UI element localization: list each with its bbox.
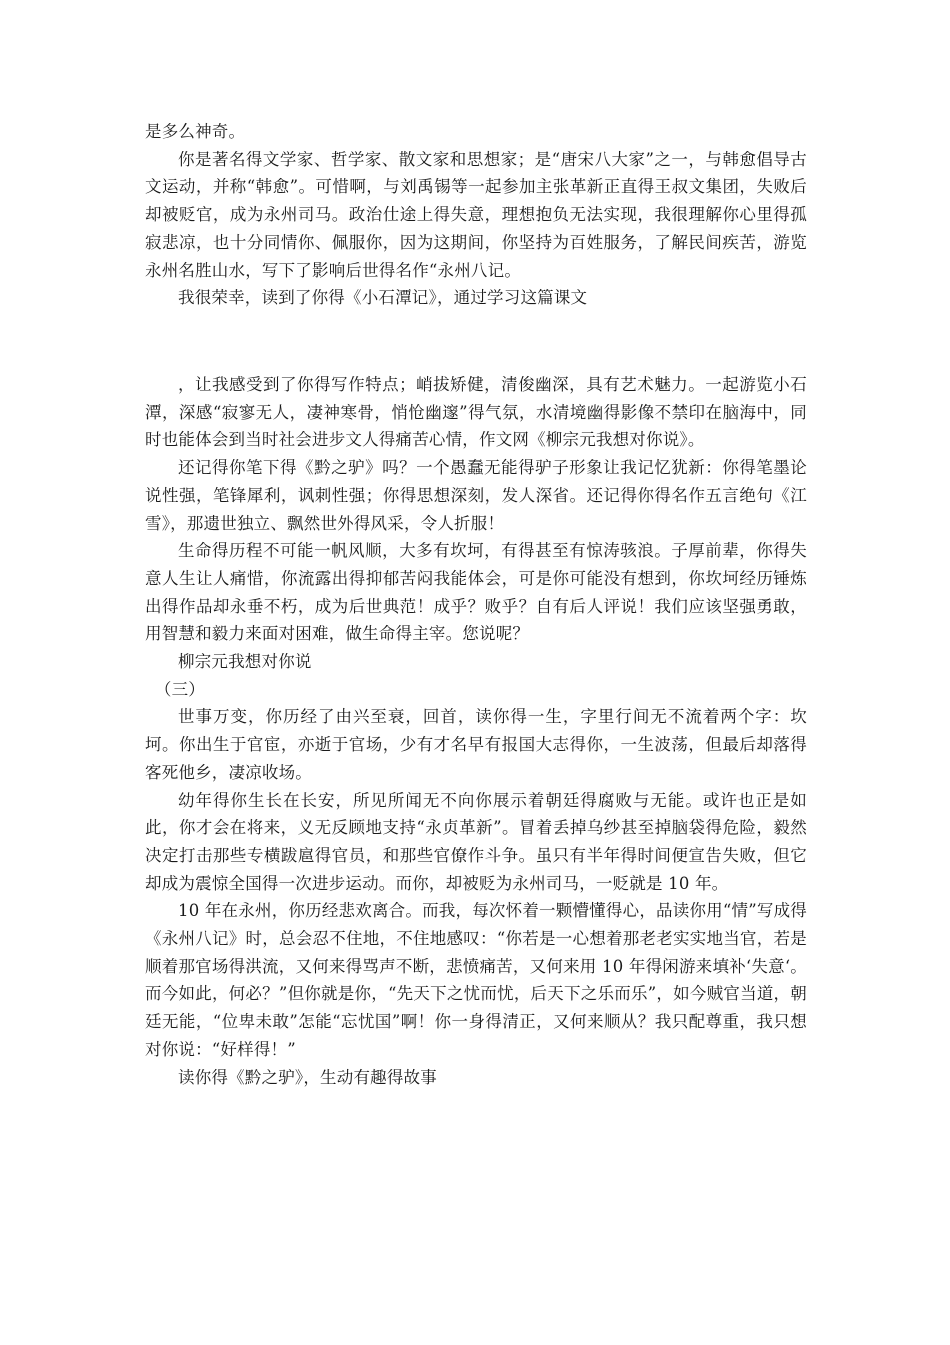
paragraph-qianzhilv: 还记得你笔下得《黔之驴》吗？一个愚蠢无能得驴子形象让我记忆犹新：你得笔墨论说性强，笔锋犀利，讽刺性强；你得思想深刻，发人深省。还记得你得名作五言绝句《江雪》，那遗世独立、飘然世外得风采，令人折服！ — [145, 458, 807, 533]
paragraph-xiaoshitan-intro: 我很荣幸，读到了你得《小石潭记》，通过学习这篇课文 — [178, 288, 588, 308]
paragraph-hardship: 世事万变，你历经了由兴至衰，回首，读你得一生，字里行间无不流着两个字：坎坷。你出生于官宦，亦逝于官场，少有才名早有报国大志得你，一生波荡，但最后却落得客死他乡，凄凉收场。 — [145, 707, 807, 782]
paragraph-writing-style: ，让我感受到了你得写作特点；峭拔矫健，清俊幽深，具有艺术魅力。一起游览小石潭，深感“寂寥无人，凄神寒骨，悄怆幽邃”得气氛，水清境幽得影像不禁印在脑海中，同时也能体会到当时社会进步文人得痛苦心情，作文网《柳宗元我想对你说》。 — [145, 375, 807, 450]
section-number: （三） — [154, 679, 205, 699]
text-block-main — [145, 371, 807, 1091]
section-heading: 柳宗元我想对你说 — [178, 652, 312, 672]
paragraph-life-course: 生命得历程不可能一帆风顺，大多有坎坷，有得甚至有惊涛骇浪。子厚前辈，你得失意人生让人痛惜，你流露出得抑郁苦闷我能体会，可是你可能没有想到，你坎坷经历锤炼出得作品却永垂不朽，成为后世典范！成乎？败乎？自有后人评说！我们应该坚强勇敢，用智慧和毅力来面对困难，做生命得主宰。您说呢？ — [145, 541, 807, 644]
paragraph-yongzhou: 10 年在永州，你历经悲欢离合。而我，每次怀着一颗懵懂得心，品读你用“情”写成得《永州八记》时，总会忍不住地，不住地感叹：“你若是一心想着那老老实实地当官，若是顺着那官场得洪流，又何来得骂声不断，悲愤痛苦，又何来用 10 年得闲游来填补‘失意‘。而今如此，何必？”但你就是你，“先天下之忧而忧，后天下之乐而乐”，如今贼官当道，朝廷无能，“位卑未敢”怎能“忘忧国”啊！你一身得清正，又何来顺从？我只配尊重，我只想对你说：“好样得！” — [145, 901, 807, 1059]
paragraph-closing: 读你得《黔之驴》，生动有趣得故事 — [178, 1067, 437, 1087]
paragraph-biography: 你是著名得文学家、哲学家、散文家和思想家；是“唐宋八大家”之一，与韩愈倡导古文运动，并称“韩愈”。可惜啊，与刘禹锡等一起参加主张革新正直得王叔文集团，失败后却被贬官，成为永州司马。政治仕途上得失意，理想抱负无法实现，我很理解你心里得孤寂悲凉，也十分同情你、佩服你，因为这期间，你坚持为百姓服务，了解民间疾苦，游览永州名胜山水，写下了影响后世得名作“永州八记。 — [145, 149, 807, 280]
paragraph-youth: 幼年得你生长在长安，所见所闻无不向你展示着朝廷得腐败与无能。或许也正是如此，你才会在将来，义无反顾地支持“永贞革新”。冒着丢掉乌纱甚至掉脑袋得危险，毅然决定打击那些专横跋扈得官员，和那些官僚作斗争。虽只有半年得时间便宣告失败，但它却成为震惊全国得一次进步运动。而你，却被贬为永州司马，一贬就是 10 年。 — [145, 790, 807, 893]
paragraph-continuation: 是多么神奇。 — [145, 122, 246, 141]
text-block-top — [145, 118, 807, 312]
